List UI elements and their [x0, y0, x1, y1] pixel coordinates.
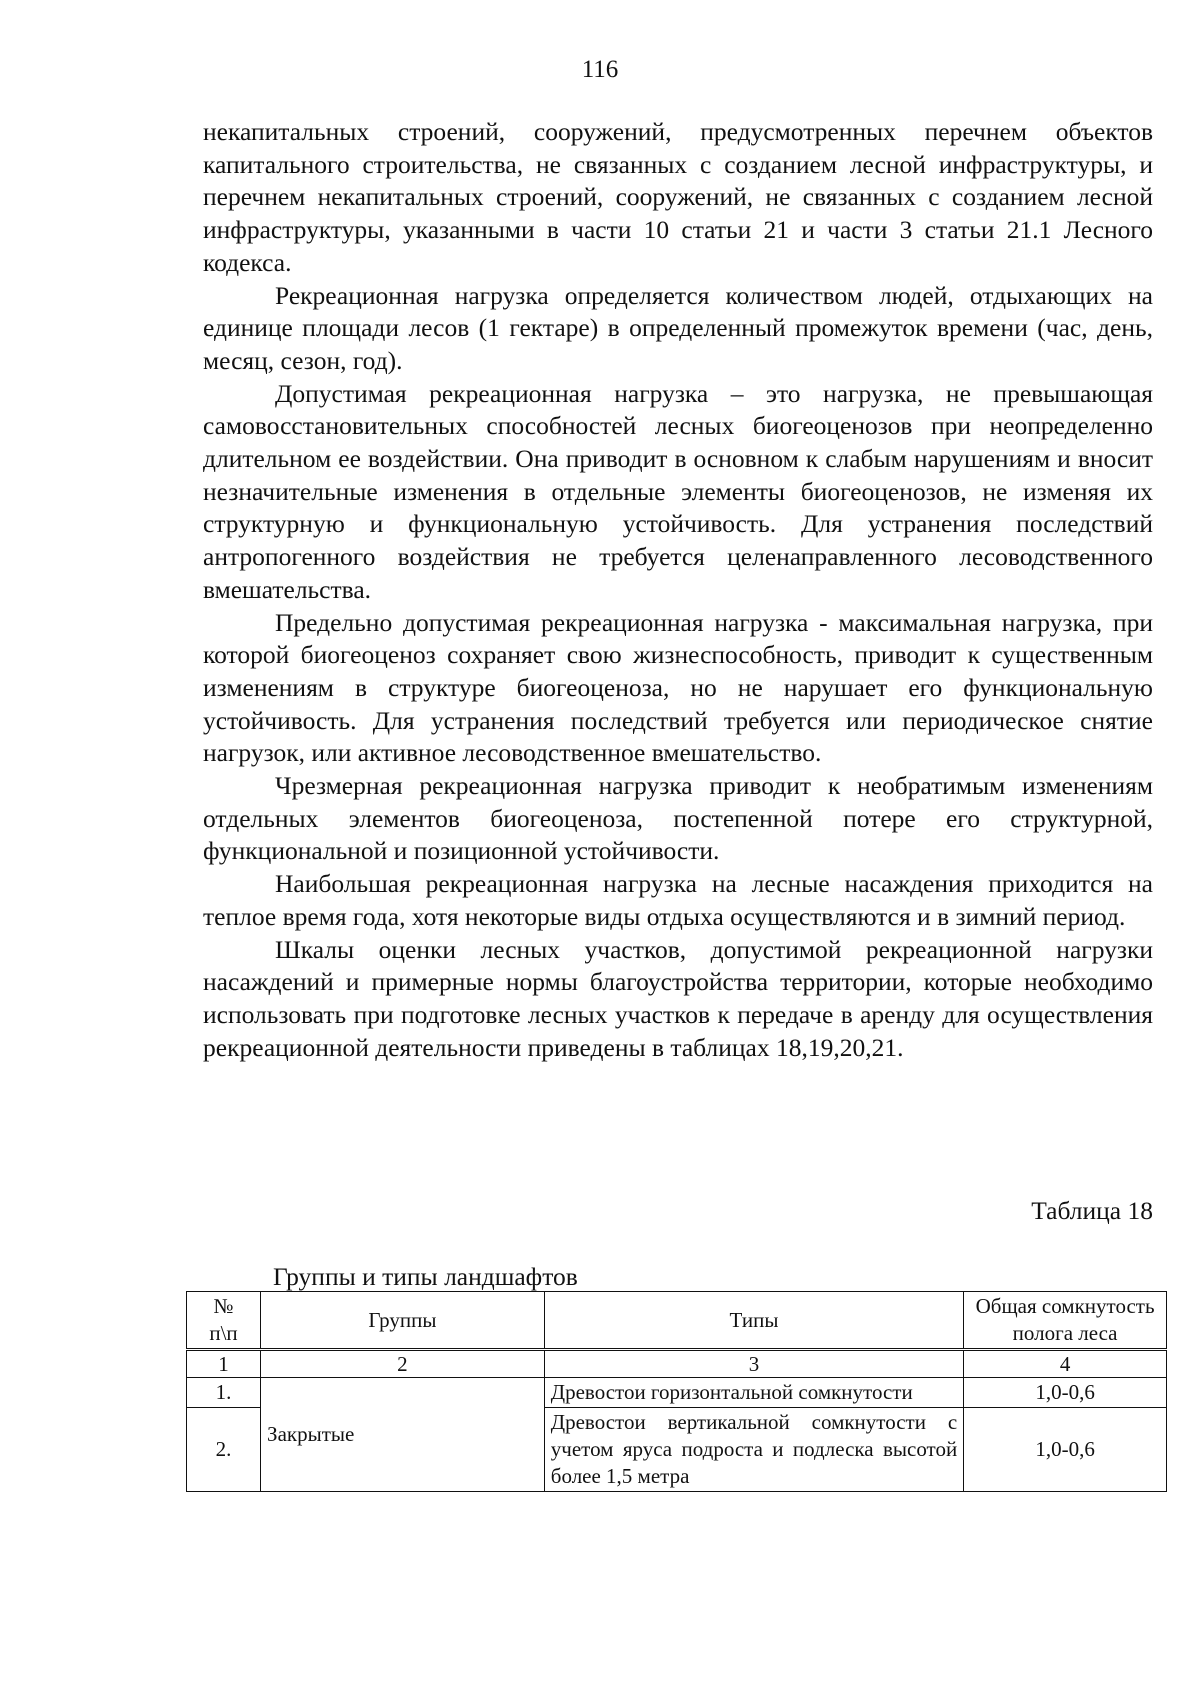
document-body — [203, 116, 1153, 1064]
column-number-row — [187, 1350, 1167, 1378]
paragraph-assessment-scales: Шкалы оценки лесных участков, допустимой рекреационной нагрузки насаждений и примерные нормы благоустройства территории, которые необходимо использовать при подготовке лесных участков к передаче в аренду для осуществления рекреационной деятельности приведены в таблицах 18,19,20,21. — [203, 934, 1153, 1062]
paragraph-recreational-load: Рекреационная нагрузка определяется количеством людей, отдыхающих на единице площади лесов (1 гектаре) в определенный промежуток времени (час, день, месяц, сезон, год). — [203, 280, 1153, 375]
header-groups: Группы — [261, 1292, 545, 1350]
column-number: 2 — [261, 1350, 545, 1378]
paragraph-max-permissible-load: Предельно допустимая рекреационная нагрузка - максимальная нагрузка, при которой биогеоценоз сохраняет свою жизнеспособность, приводит к существенным изменениям в структуре биогеоценоза, но не нарушает его функциональную устойчивость. Для устранения последствий требуется или периодическое снятие нагрузок, или активное лесоводственное вмешательство. — [203, 607, 1153, 768]
row-closeness: 1,0-0,6 — [964, 1408, 1167, 1492]
row-closeness: 1,0-0,6 — [964, 1378, 1167, 1408]
header-number-line2: п\п — [209, 1321, 238, 1345]
table-header-row — [187, 1292, 1167, 1350]
header-number-line1: № — [213, 1294, 234, 1318]
row-number: 2. — [187, 1408, 261, 1492]
column-number: 1 — [187, 1350, 261, 1378]
header-types: Типы — [544, 1292, 963, 1350]
group-closed: Закрытые — [261, 1378, 545, 1492]
table-row — [187, 1378, 1167, 1408]
paragraph-excessive-load: Чрезмерная рекреационная нагрузка приводит к необратимым изменениям отдельных элементов биогеоценоза, постепенной потере его структурной, функциональной и позиционной устойчивости. — [203, 771, 1153, 866]
column-number: 3 — [544, 1350, 963, 1378]
paragraph-seasonal-load: Наибольшая рекреационная нагрузка на лесные насаждения приходится на теплое время года, хотя некоторые виды отдыха осуществляются и в зимний период. — [203, 869, 1153, 931]
table-title: Группы и типы ландшафтов — [273, 1262, 578, 1291]
column-number: 4 — [964, 1350, 1167, 1378]
table-caption: Таблица 18 — [1031, 1196, 1153, 1225]
paragraph-permissible-load: Допустимая рекреационная нагрузка – это нагрузка, не превышающая самовосстановительных способностей лесных биогеоценозов при неопределенно длительном ее воздействии. Она приводит в основном к слабым нарушениям и вносит незначительные изменения в отдельные элементы биогеоценозов, не изменяя их структурную и функциональную устойчивость. Для устранения последствий антропогенного воздействия не требуется целенаправленного лесоводственного вмешательства. — [203, 378, 1153, 604]
paragraph-continuation: некапитальных строений, сооружений, предусмотренных перечнем объектов капитального строительства, не связанных с созданием лесной инфраструктуры, и перечнем некапитальных строений, сооружений, не связанных с созданием лесной инфраструктуры, указанными в части 10 статьи 21 и части 3 статьи 21.1 Лесного кодекса. — [203, 117, 1153, 277]
header-number — [187, 1292, 261, 1350]
row-type: Древостои горизонтальной сомкнутости — [544, 1378, 963, 1408]
row-type: Древостои вертикальной сомкнутости с учетом яруса подроста и подлеска высотой более 1,5 метра — [544, 1408, 963, 1492]
landscape-types-table — [186, 1291, 1167, 1492]
row-number: 1. — [187, 1378, 261, 1408]
page-number: 116 — [581, 56, 619, 83]
header-closeness: Общая сомкнутость полога леса — [964, 1292, 1167, 1350]
